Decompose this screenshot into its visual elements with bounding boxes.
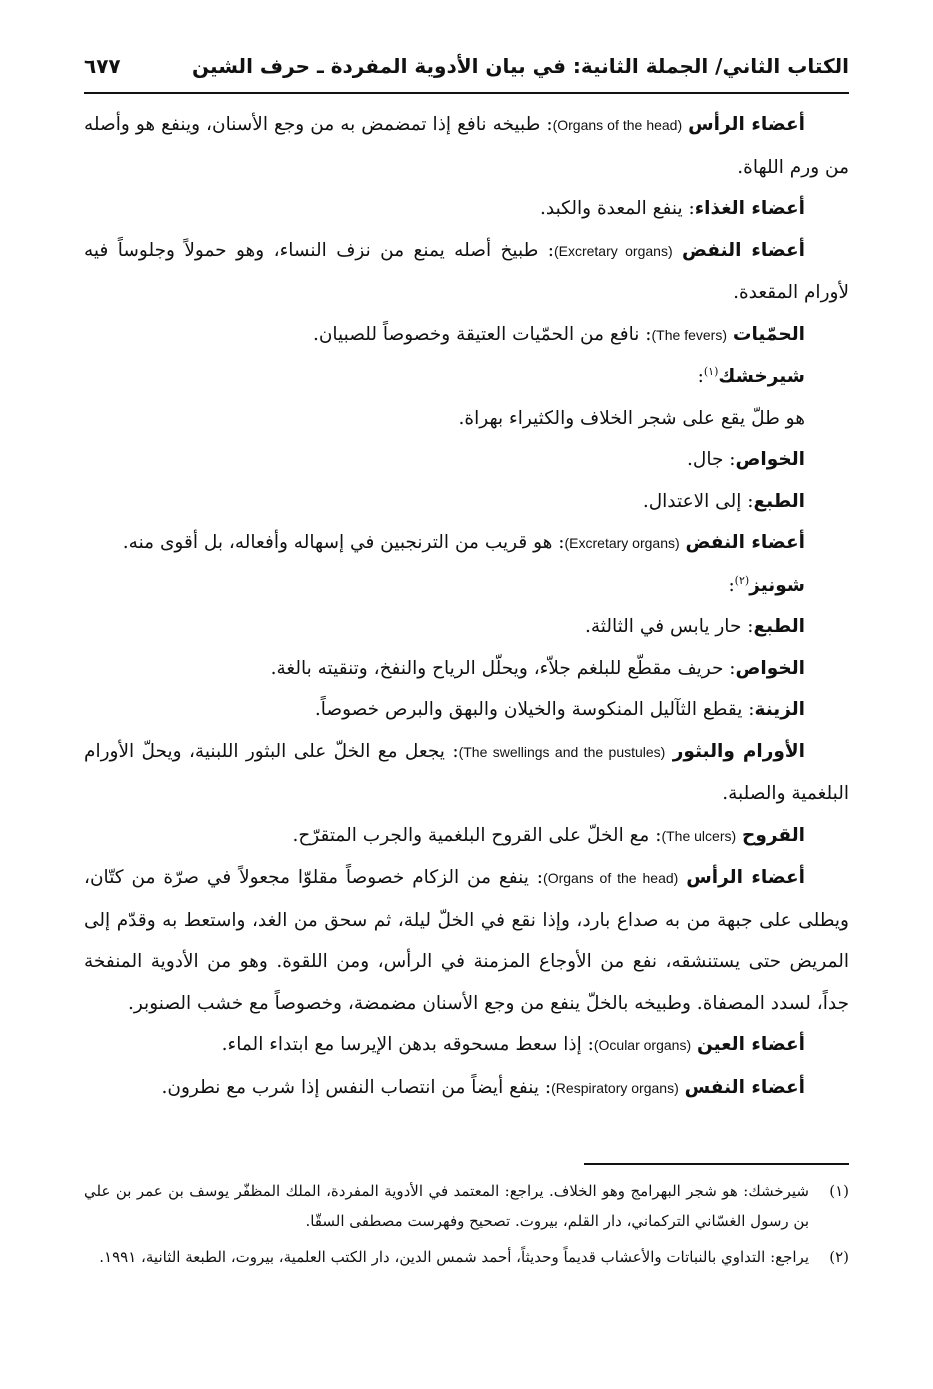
footnote-rule (584, 1163, 849, 1165)
main-text (84, 104, 849, 1109)
entry-organs-of-head-1: أعضاء الرأس (Organs of the head): طبيخه نافع إذا تمضمض به من وجع الأسنان، وينفع هو وأصله من ورم اللهاة. (84, 114, 849, 178)
entry-nature-1: الطبع: إلى الاعتدال. (642, 490, 805, 512)
entry-organs-of-head-2: أعضاء الرأس (Organs of the head): ينفع من الزكام خصوصاً مقلوّا مجعولاً في صرّة من كتّان، ويطلى على جبهة من به صداع بارد، وإذا نقع في الخلّ ليلة، ثم سحق من الغد، واستعط به وقدّم إلى المريض حتى يستنشقه، نفع من الأوجاع المزمنة في الرأس، ومن اللقوة. وهو من الأدوية المنفخة جداً، لسدد المصفاة. وطبيخه بالخلّ ينفع من وجع الأسنان مضمضة، وخصوصاً مع خشب الصنوبر. (84, 867, 849, 1014)
entry-nature-2: الطبع: حار يابس في الثالثة. (584, 616, 805, 637)
footnote-ref-1: (١) (703, 364, 719, 378)
footnote-1: (١) شيرخشك: هو شجر البهرامج وهو الخلاف. يراجع: المعتمد في الأدوية المفردة، الملك المظفّر يوسف بن عمر بن علي بن رسول الغسّاني التركماني، دار القلم، بيروت. تصحيح وفهرست مصطفى السقّا. (84, 1182, 849, 1230)
entry-adornment: الزينة: يقطع الثآليل المنكوسة والخيلان والبهق والبرص خصوصاً. (314, 699, 805, 720)
entry-excretory-organs-2: أعضاء النفض (Excretary organs): هو قريب من الترنجبين في إسهاله وأفعاله، بل أقوى منه. (122, 532, 805, 553)
entry-ulcers: القروح (The ulcers): مع الخلّ على القروح البلغمية والجرب المتقرّح. (292, 824, 805, 846)
entry-nutrition-organs: أعضاء الغذاء: ينفع المعدة والكبد. (540, 198, 805, 219)
entry-ocular-organs: أعضاء العين (Ocular organs): إذا سعط مسحوقه بدهن الإيرسا مع ابتداء الماء. (221, 1034, 805, 1055)
header-title: الكتاب الثاني/ الجملة الثانية: في بيان الأدوية المفردة ـ حرف الشين (192, 54, 849, 78)
entry-swellings-pustules: الأورام والبثور (The swellings and the pustules): يجعل مع الخلّ على البثور اللبنية، ويحلّ الأورام البلغمية والصلبة. (84, 740, 849, 804)
heading-shuniz: شونيز$^{(٢)}$: (728, 573, 805, 596)
header-rule (84, 92, 849, 94)
page-number: ٦٧٧ (84, 54, 121, 78)
entry-respiratory-organs: أعضاء النفس (Respiratory organs): ينفع أيضاً من انتصاب النفس إذا شرب مع نطرون. (161, 1076, 805, 1098)
entry-fevers: الحمّيات (The fevers): نافع من الحمّيات العتيقة وخصوصاً للصبيان. (312, 323, 805, 345)
entry-properties-2: الخواص: حريف مقطّع للبلغم جلاّء، ويحلّل الرياح والنفخ، وتنقيته بالغة. (270, 657, 805, 679)
heading-shirkhishk: شيرخشك$^{(١)}$: (697, 364, 805, 387)
footnote-ref-2: (٢) (734, 573, 750, 587)
entry-excretory-organs-1: أعضاء النفض (Excretary organs): طبيخ أصله يمنع من نزف النساء، وهو حمولاً وجلوساً فيه لأورام المقعدة. (84, 239, 849, 303)
entry-description: هو طلّ يقع على شجر الخلاف والكثيراء بهراة. (458, 407, 805, 429)
entry-properties-1: الخواص: جال. (687, 449, 805, 470)
footnotes (84, 1176, 849, 1278)
running-header (84, 46, 849, 86)
footnote-2: (٢) يراجع: التداوي بالنباتات والأعشاب قديماً وحديثاً، أحمد شمس الدين، دار الكتب العلمية، بيروت، الطبعة الثانية، ١٩٩١. (99, 1248, 849, 1266)
